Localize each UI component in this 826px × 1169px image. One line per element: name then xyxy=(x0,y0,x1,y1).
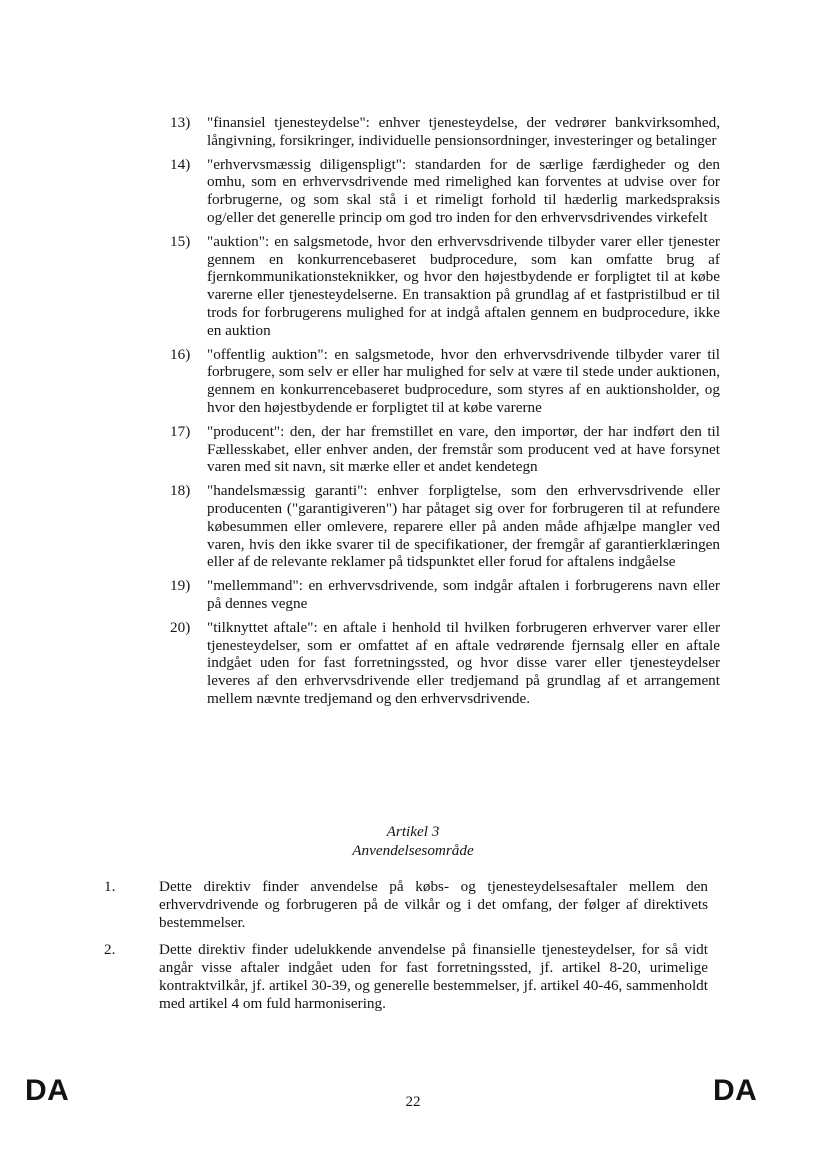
paragraph-number: 2. xyxy=(104,941,116,959)
definition-number: 19) xyxy=(170,577,191,595)
definition-text: "mellemmand": en erhvervsdrivende, som indgår aftalen i forbrugerens navn eller på dennes vegne xyxy=(207,577,720,612)
language-code-left: DA xyxy=(25,1074,70,1107)
definition-item xyxy=(170,233,720,340)
definition-number: 14) xyxy=(170,155,191,173)
definition-text: "erhvervsmæssig diligenspligt": standarden for de særlige færdigheder og den omhu, som en erhvervsdrivende med rimelighed kan forventes at udvise over for forbrugerne, og som skal stå i et rimeligt forhold til hæderlig markedspraksis og/eller det generelle princip om god tro inden for den erhvervsdrivendes virkefelt xyxy=(207,155,720,226)
definition-text: "finansiel tjenesteydelse": enhver tjenesteydelse, der vedrører bankvirksomhed, långivning, forsikringer, individuelle pensionsordninger, investeringer og betalinger xyxy=(207,114,720,149)
definition-text: "handelsmæssig garanti": enhver forpligtelse, som den erhvervsdrivende eller producenten ("garantigiveren") har påtaget sig over for forbrugeren til at refundere købesummen eller omlevere, reparere eller på anden måde afhjælpe mangler ved varen, hvis den ikke svarer til de specifikationer, der fremgår af garantierklæringen eller af de relevante reklamer på tidspunktet eller forud for aftalens indgåelse xyxy=(207,482,720,571)
definition-text: "producent": den, der har fremstillet en vare, den importør, der har indført den til Fællesskabet, eller enhver anden, der fremstår som producent ved at have forsynet varen med sit navn, sit mærke eller et andet kendetegn xyxy=(207,422,720,476)
definition-item xyxy=(170,619,720,708)
definition-text: "auktion": en salgsmetode, hvor den erhvervsdrivende tilbyder varer eller tjenester gennem en konkurrencebaseret budprocedure, som kan omfatte brug af fjernkommunikationsteknikker, og hvor den højestbydende er forpligtet til at købe varerne eller tjenesteydelserne. En transaktion på grundlag af et fastpristilbud er til trods for forbrugerens mulighed for at indgå aftalen gennem en budprocedure, ikke en auktion xyxy=(207,232,720,339)
article-title: Anvendelsesområde xyxy=(352,842,474,859)
definition-number: 17) xyxy=(170,422,191,440)
definition-item xyxy=(170,577,720,613)
definition-item xyxy=(170,346,720,417)
definition-item xyxy=(170,156,720,227)
article-paragraph xyxy=(104,941,708,1012)
definition-number: 15) xyxy=(170,232,191,250)
definition-item xyxy=(170,482,720,571)
definition-number: 13) xyxy=(170,114,191,131)
definition-text: "offentlig auktion": en salgsmetode, hvor den erhvervsdrivende tilbyder varer til forbrugere, som selv er eller har mulighed for selv at være til stede under auktionen, gennem en konkurrencebaseret budprocedure, som styres af en auktionsholder, og hvor den højestbydende er forpligtet til at købe varerne xyxy=(207,345,720,416)
definition-number: 18) xyxy=(170,482,191,500)
article-paragraphs xyxy=(104,878,708,1023)
definition-item xyxy=(170,114,720,150)
paragraph-text: Dette direktiv finder anvendelse på købs- og tjenesteydelsesaftaler mellem den erhvervdrivende og forbrugeren på de vilkår og i det omfang, der følger af direktivets bestemmelser. xyxy=(159,878,708,931)
definition-number: 16) xyxy=(170,345,191,363)
language-code-right: DA xyxy=(713,1074,758,1107)
paragraph-text: Dette direktiv finder udelukkende anvendelse på finansielle tjenesteydelser, for så vidt angår visse aftaler indgået uden for fast forretningssted, jf. artikel 8-20, urimelige kontraktvilkår, jf. artikel 30-39, og generelle bestemmelser, jf. artikel 40-46, sammenholdt med artikel 4 om fuld harmonisering. xyxy=(159,941,708,1012)
article-number: Artikel 3 xyxy=(386,823,440,840)
definition-text: "tilknyttet aftale": en aftale i henhold til hvilken forbrugeren erhverver varer eller tjenesteydelser, som er omfattet af en aftale vedrørende fjernsalg eller en aftale indgået uden for fast forretningssted, og hvor disse varer eller tjenesteydelser leveres af den erhvervsdrivende eller tredjemand på grundlag af et arrangement mellem nævnte tredjemand og den erhvervsdrivende. xyxy=(207,618,720,707)
definition-item xyxy=(170,423,720,476)
paragraph-number: 1. xyxy=(104,878,116,895)
article-paragraph xyxy=(104,878,708,931)
page-number: 22 xyxy=(405,1094,421,1110)
definitions-list xyxy=(170,114,720,714)
definition-number: 20) xyxy=(170,618,191,636)
